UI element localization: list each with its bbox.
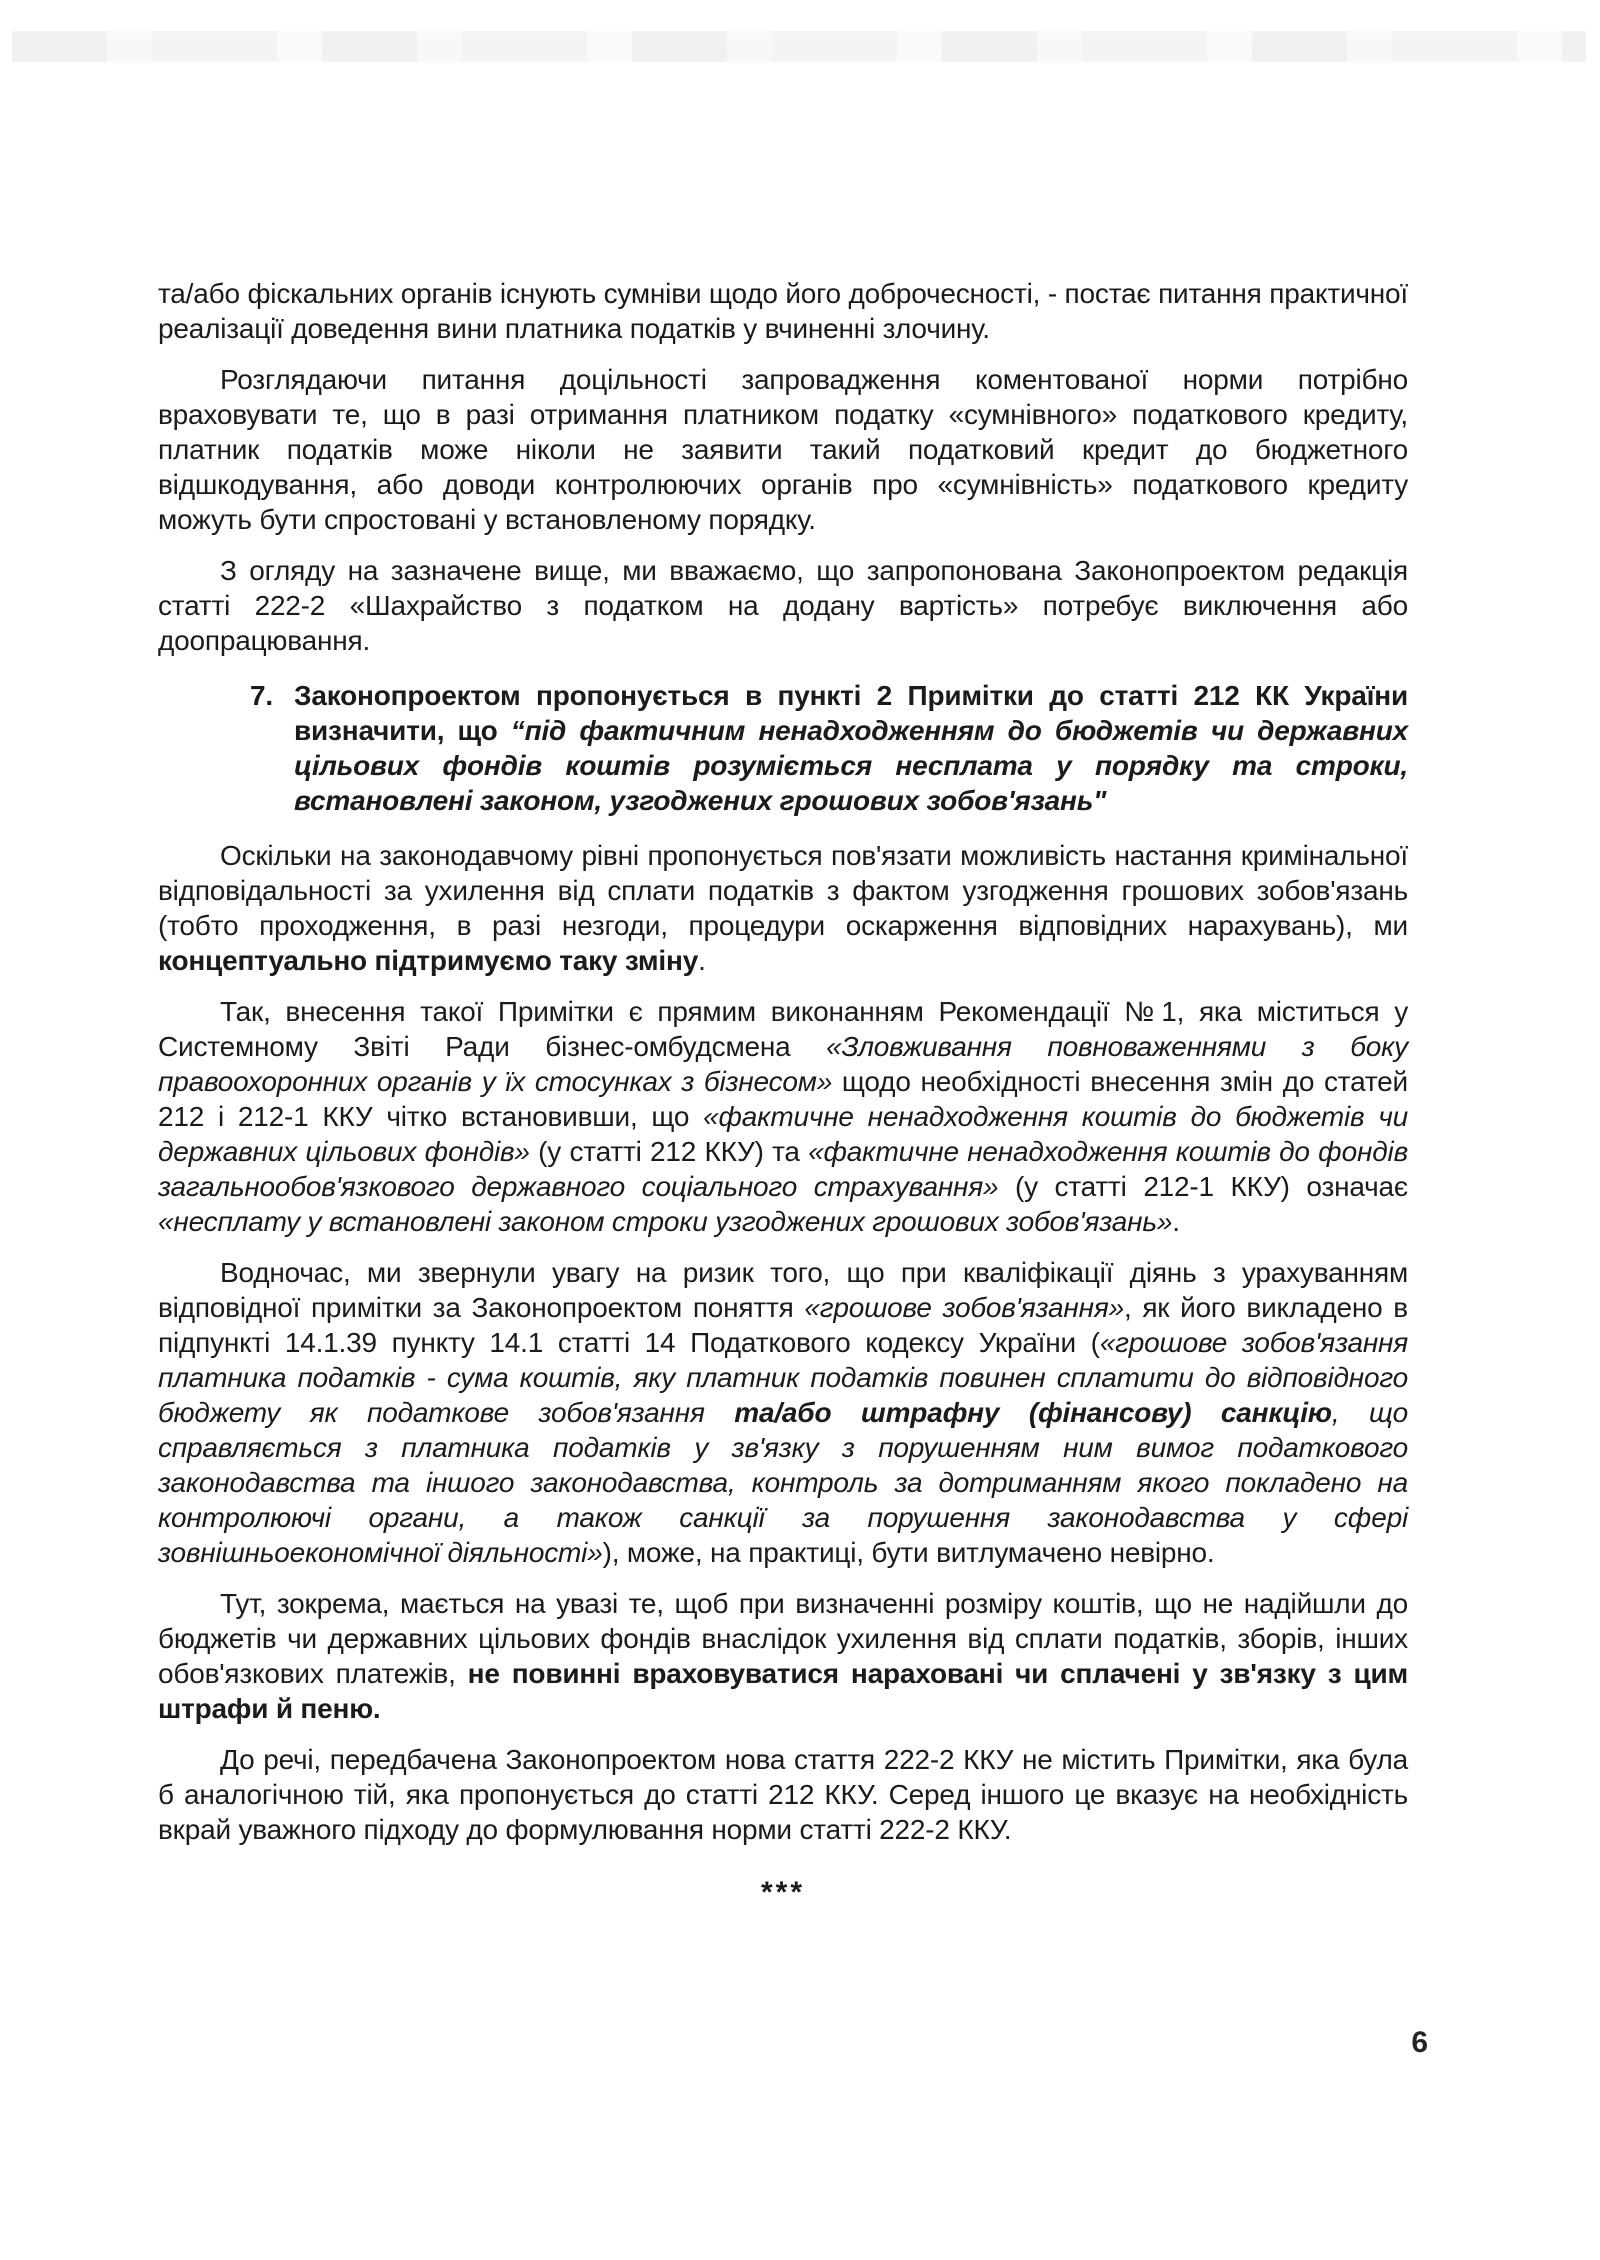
text-run: та/або штрафну (фінансову) санкцію [734,1397,1332,1428]
list-item-7 [158,678,1408,818]
page-number: 6 [1411,2026,1428,2059]
paragraph-tak-vnesennia [158,994,1408,1239]
text-run: не повинні враховуватися нараховані чи сплачені у зв'язку з цим штрафи й пеню. [158,1658,1408,1724]
text-run: «грошове зобов'язання» [804,1292,1124,1323]
paragraph-vodnochas [158,1255,1408,1570]
text-run: Так, внесення такої Примітки є прямим виконанням Рекомендації №1, яка міститься у Системному Звіті Ради бізнес-омбудсмена [158,996,1408,1062]
paragraph-continuation [158,276,1408,346]
text-run: До речі, передбачена Законопроектом нова стаття 222-2 ККУ не містить Примітки, яка була б аналогічною тій, яка пропонується до статті 212 ККУ. Серед іншого це вказує на необхідність вкрай уважного підходу до формулювання норми статті 222-2 ККУ. [158,1744,1408,1845]
text-run: . [1172,1206,1180,1237]
text-run: Водночас, ми звернули увагу на ризик того, що при кваліфікації діянь з урахуванням відповідної примітки за Законопроектом поняття [158,1257,1408,1323]
text-run: З огляду на зазначене вище, ми вважаємо, що запропонована Законопроектом редакція статті 222-2 «Шахрайство з податком на додану вартість» потребує виключення або доопрацювання. [158,555,1408,656]
section-separator: *** [760,1876,806,1909]
text-run: концептуально підтримуємо таку зміну [158,945,699,976]
text-run: «Зловживання повноваженнями з боку правоохоронних органів у їх стосунках з бізнесом» [158,1031,1408,1097]
text-run: , що справляється з платника податків у зв'язку з порушенням ним вимог податкового законодавства та іншого законодавства, контроль за дотриманням якого покладено на контролюючі органи, а також санкції за порушення законодавства у сфері зовнішньоекономічної діяльності» [158,1397,1408,1568]
text-run: (у статті 212-1 ККУ) означає [998,1171,1408,1202]
scan-artifact-band [12,31,1586,62]
text-run: Розглядаючи питання доцільності запровадження коментованої норми потрібно враховувати те, що в разі отримання платником податку «сумнівного» податкового кредиту, платник податків може ніколи не заявити такий податковий кредит до бюджетного відшкодування, або доводи контролюючих органів про «сумнівність» податкового кредиту можуть бути спростовані у встановленому порядку. [158,364,1408,535]
paragraphs [158,276,1408,1847]
paragraph-tut-zokrema [158,1586,1408,1726]
text-run: Законопроектом пропонується в пункті 2 Примітки до статті 212 КК України визначити, що [294,680,1408,746]
text-run: «фактичне ненадходження коштів до фондів загальнообов'язкового державного соціального страхування» [158,1136,1408,1202]
text-run: , як його викладено в підпункті 14.1.39 пункту 14.1 статті 14 Податкового кодексу України ( [158,1292,1408,1358]
text-run: . [698,945,706,976]
text-run: «несплату у встановлені законом строки узгоджених грошових зобов'язань» [158,1206,1173,1237]
paragraph-do-rechi [158,1742,1408,1847]
text-run: Оскільки на законодавчому рівні пропонується пов'язати можливість настання кримінальної відповідальності за ухилення від сплати податків з фактом узгодження грошових зобов'язань (тобто проходження, в разі незгоди, процедури оскарження відповідних нарахувань), ми [158,840,1408,941]
text-run: (у статті 212 ККУ) та [529,1136,809,1167]
text-run: та/або фіскальних органів існують сумніви щодо його доброчесності, - постає питання практичної реалізації доведення вини платника податків у вчиненні злочину. [158,278,1408,344]
text-run: ), може, на практиці, бути витлумачено невірно. [602,1537,1215,1568]
text-run: «грошове зобов'язання платника податків - сума коштів, яку платник податків повинен сплатити до відповідного бюджету як податкове зобов'язання [158,1327,1408,1428]
paragraph-oskilky [158,838,1408,978]
text-run: Тут, зокрема, мається на увазі те, щоб при визначенні розміру коштів, що не надійшли до бюджетів чи державних цільових фондів внаслідок ухилення від сплати податків, зборів, інших обов'язкових платежів, [158,1588,1408,1689]
list-number: 7. [250,680,273,711]
text-run: щодо необхідності внесення змін до статей 212 і 212-1 ККУ чітко встановивши, що [158,1066,1408,1132]
text-run: “під фактичним ненадходженням до бюджетів чи державних цільових фондів коштів розуміється несплата у порядку та строки, встановлені законом, узгоджених грошових зобов'язань" [294,715,1408,816]
document-content [158,276,1408,1910]
paragraph-z-ohliadu [158,553,1408,658]
paragraph-rozghliadaiuchy [158,362,1408,537]
list-text [294,678,1408,818]
text-run: «фактичне ненадходження коштів до бюджетів чи державних цільових фондів» [158,1101,1408,1167]
